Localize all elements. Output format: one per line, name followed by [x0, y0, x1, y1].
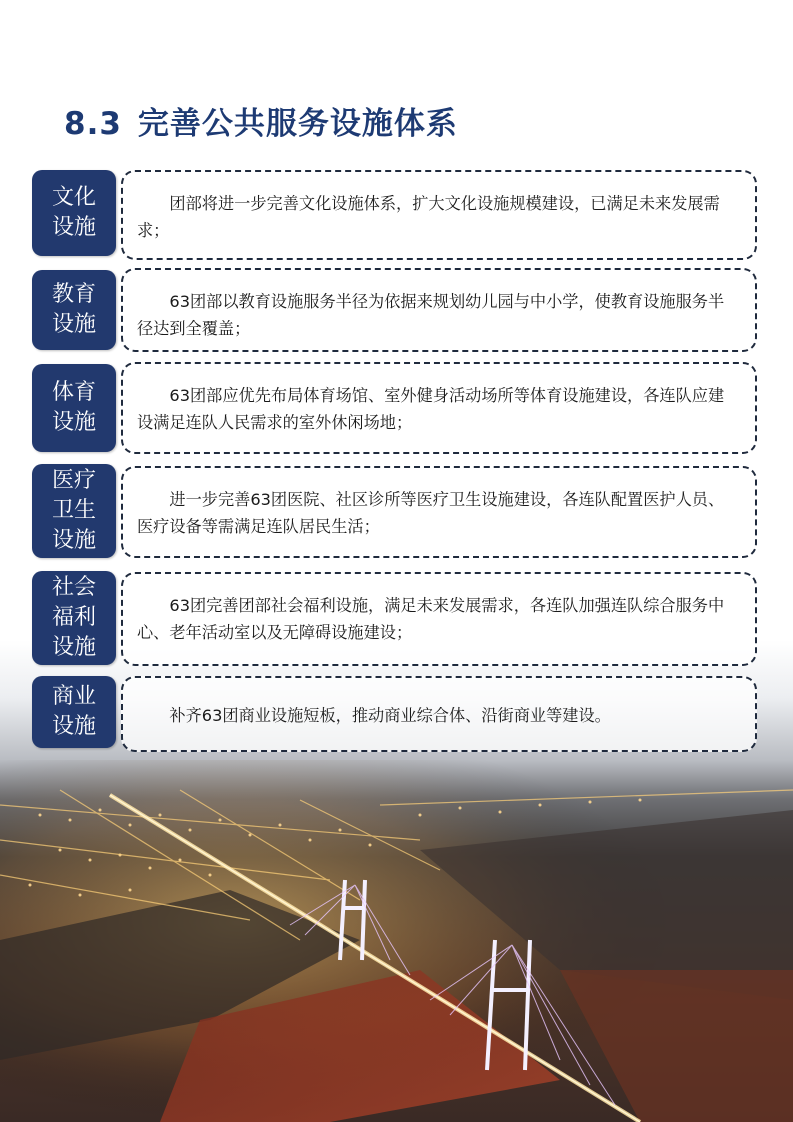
facility-tag-label: 社会福利设施	[51, 575, 96, 660]
facility-description-box	[121, 170, 757, 260]
facility-description: 补齐63团商业设施短板，推动商业综合体、沿街商业等建设。	[169, 706, 611, 725]
section-heading	[64, 98, 458, 143]
section-number: 8.3	[64, 106, 122, 142]
facility-tag-label: 体育设施	[51, 380, 96, 435]
facility-tag-label: 医疗卫生设施	[51, 468, 96, 553]
facility-description-box	[121, 362, 757, 454]
facility-description: 63团部以教育设施服务半径为依据来规划幼儿园与中小学，使教育设施服务半径达到全覆盖；	[137, 292, 725, 338]
facility-description-box	[121, 676, 757, 752]
facility-description-box	[121, 572, 757, 666]
facility-tag-label: 文化设施	[51, 185, 96, 240]
facility-tag	[32, 270, 116, 350]
facility-tag	[32, 364, 116, 452]
facility-description: 团部将进一步完善文化设施体系，扩大文化设施规模建设，已满足未来发展需求；	[137, 194, 720, 240]
facility-tag	[32, 464, 116, 558]
facility-description: 63团完善团部社会福利设施，满足未来发展需求，各连队加强连队综合服务中心、老年活动室以及无障碍设施建设；	[137, 596, 725, 642]
facility-description: 进一步完善63团医院、社区诊所等医疗卫生设施建设，各连队配置医护人员、医疗设备等需满足连队居民生活；	[137, 490, 725, 536]
facility-tag-label: 教育设施	[51, 282, 96, 337]
section-title: 完善公共服务设施体系	[137, 106, 458, 142]
facility-tag-label: 商业设施	[51, 684, 96, 739]
facility-tag	[32, 170, 116, 256]
facility-tag	[32, 571, 116, 665]
facility-description-box	[121, 466, 757, 558]
facility-description-box	[121, 268, 757, 352]
facility-description: 63团部应优先布局体育场馆、室外健身活动场所等体育设施建设，各连队应建设满足连队人民需求的室外休闲场地；	[137, 386, 725, 432]
facility-tag	[32, 676, 116, 748]
